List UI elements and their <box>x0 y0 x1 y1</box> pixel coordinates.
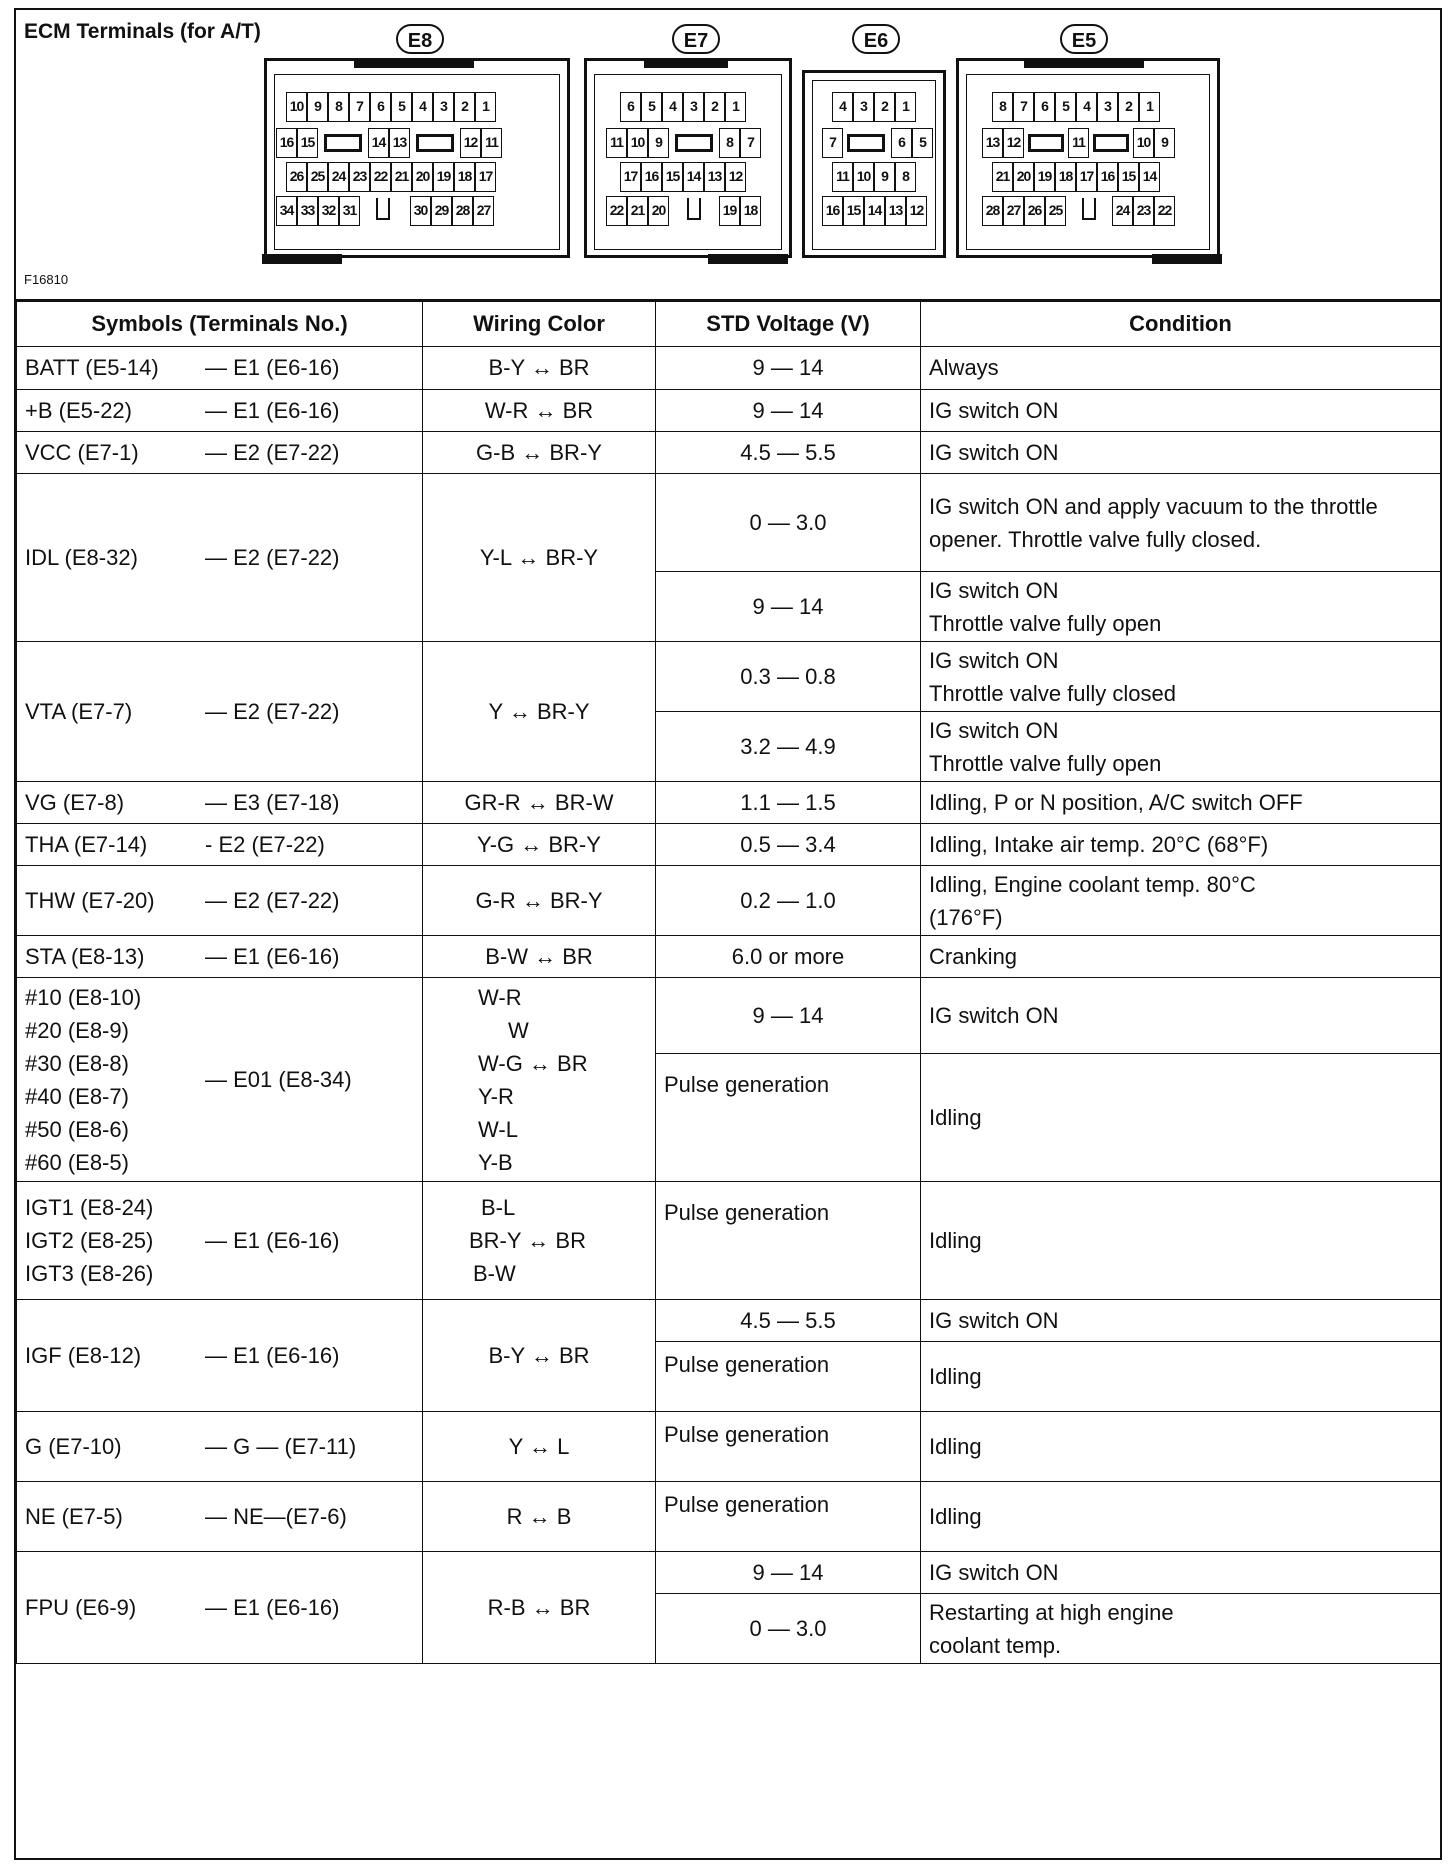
terminal-pin-e8-26: 26 <box>286 162 307 192</box>
terminal-pin-e8-3: 3 <box>433 92 454 122</box>
ground-terminal: — E01 (E8-34) <box>205 1067 352 1092</box>
table-row <box>17 824 1441 866</box>
terminal-pin-e8-8: 8 <box>328 92 349 122</box>
table-row <box>17 1300 1441 1342</box>
terminal-pin-e5-26: 26 <box>1024 196 1045 226</box>
terminal-symbol: VG (E7-8) <box>25 789 125 815</box>
terminal-symbol: NE (E7-5) <box>25 1503 123 1529</box>
condition-line: Throttle valve fully closed <box>929 680 1176 706</box>
table-row <box>17 1482 1441 1552</box>
injector-symbols <box>25 981 205 1179</box>
terminal-pin-e7-8: 8 <box>719 128 740 158</box>
terminal-pin-e8-33: 33 <box>297 196 318 226</box>
terminal-pin-e6-5: 5 <box>912 128 933 158</box>
terminal-pin-e8-10: 10 <box>286 92 307 122</box>
symbol-cell <box>17 782 423 824</box>
condition-line: Idling, Engine coolant temp. 80°C <box>929 871 1256 897</box>
wiring-cell: R ↔ B <box>423 1482 656 1552</box>
terminal-pin-e8-27: 27 <box>473 196 494 226</box>
symbol-cell <box>17 1300 423 1412</box>
terminal-pin-e8-1: 1 <box>475 92 496 122</box>
terminal-pin-e8-30: 30 <box>410 196 431 226</box>
terminal-pin-e6-8: 8 <box>895 162 916 192</box>
condition-cell: Always <box>921 347 1441 390</box>
connector-e5-tab <box>1024 58 1144 68</box>
voltage-cell: 0.2 — 1.0 <box>656 866 921 936</box>
terminal-pin-e5-13: 13 <box>982 128 1003 158</box>
condition-cell: IG switch ON <box>921 390 1441 432</box>
terminal-pin-e7-19: 19 <box>719 196 740 226</box>
condition-cell: Idling <box>921 1054 1441 1182</box>
terminal-pin-e6-1: 1 <box>895 92 916 122</box>
wiring-cell: Y-G ↔ BR-Y <box>423 824 656 866</box>
voltage-cell: 4.5 — 5.5 <box>656 432 921 474</box>
symbol-cell <box>17 1482 423 1552</box>
terminal-pin-e8-13: 13 <box>389 128 410 158</box>
table-row <box>17 390 1441 432</box>
terminal-pin-e6-12: 12 <box>906 196 927 226</box>
ground-terminal: — G — (E7-11) <box>205 1433 357 1459</box>
connector-label-e5: E5 <box>1060 24 1108 54</box>
connector-e8-latch <box>262 254 342 264</box>
voltage-cell: Pulse generation <box>656 1482 921 1552</box>
terminal-pin-e8-32: 32 <box>318 196 339 226</box>
terminal-pin-e8-2: 2 <box>454 92 475 122</box>
terminal-pin-e5-25: 25 <box>1045 196 1066 226</box>
wiring-cell: Y-L ↔ BR-Y <box>423 474 656 642</box>
terminal-symbol: IDL (E8-32) <box>25 544 138 570</box>
voltage-cell: 0 — 3.0 <box>656 1594 921 1664</box>
terminal-pin-e8-16: 16 <box>276 128 297 158</box>
terminal-pin-e8-34: 34 <box>276 196 297 226</box>
terminal-pin-e8-31: 31 <box>339 196 360 226</box>
table-row <box>17 936 1441 978</box>
terminal-pin-e8-12: 12 <box>460 128 481 158</box>
injector-symbol: #50 (E8-6) <box>25 1116 129 1142</box>
wire-color: W-R <box>478 984 522 1010</box>
terminal-pin-e7-3: 3 <box>683 92 704 122</box>
igniter-symbol: IGT1 (E8-24) <box>25 1195 154 1220</box>
connector-e5-key-slot <box>1093 134 1129 152</box>
voltage-cell: Pulse generation <box>656 1342 921 1412</box>
table-row <box>17 978 1441 1054</box>
connector-label-e7: E7 <box>672 24 720 54</box>
terminal-pin-e5-3: 3 <box>1097 92 1118 122</box>
wire-color: W-L <box>478 1116 518 1142</box>
voltage-cell: 9 — 14 <box>656 390 921 432</box>
terminal-pin-e8-11: 11 <box>481 128 502 158</box>
terminal-pin-e7-12: 12 <box>725 162 746 192</box>
terminal-pin-e5-16: 16 <box>1097 162 1118 192</box>
condition-cell: Idling <box>921 1342 1441 1412</box>
terminal-symbol: THA (E7-14) <box>25 831 148 857</box>
wire-color: B-L <box>481 1195 516 1220</box>
terminal-pin-e8-24: 24 <box>328 162 349 192</box>
condition-line: IG switch ON <box>929 717 1059 743</box>
voltage-cell: 1.1 — 1.5 <box>656 782 921 824</box>
voltage-cell: Pulse generation <box>656 1054 921 1182</box>
table-row <box>17 642 1441 712</box>
terminal-pin-e7-1: 1 <box>725 92 746 122</box>
voltage-cell: Pulse generation <box>656 1412 921 1482</box>
table-row <box>17 866 1441 936</box>
voltage-cell: 6.0 or more <box>656 936 921 978</box>
connector-e7-lock-slot <box>687 198 701 220</box>
condition-line: Throttle valve fully open <box>929 610 1162 636</box>
terminal-pin-e6-15: 15 <box>843 196 864 226</box>
terminal-pin-e5-22: 22 <box>1154 196 1175 226</box>
ground-terminal: — E1 (E6-16) <box>205 943 340 969</box>
terminal-symbol: VTA (E7-7) <box>25 698 133 724</box>
wiring-cell <box>423 1182 656 1300</box>
terminal-pin-e8-29: 29 <box>431 196 452 226</box>
symbol-cell <box>17 347 423 390</box>
table-header-row <box>17 302 1441 347</box>
symbol-cell <box>17 432 423 474</box>
terminal-pin-e7-10: 10 <box>627 128 648 158</box>
terminal-pin-e6-10: 10 <box>853 162 874 192</box>
terminal-pin-e8-21: 21 <box>391 162 412 192</box>
voltage-cell: 4.5 — 5.5 <box>656 1300 921 1342</box>
terminal-pin-e5-6: 6 <box>1034 92 1055 122</box>
connector-e7-key-slot <box>675 134 713 152</box>
symbol-cell <box>17 978 423 1182</box>
terminal-pin-e5-5: 5 <box>1055 92 1076 122</box>
connector-e8-key-slot <box>324 134 362 152</box>
ground-terminal: — E1 (E6-16) <box>205 1342 340 1368</box>
voltage-cell: 9 — 14 <box>656 1552 921 1594</box>
condition-cell: IG switch ON <box>921 978 1441 1054</box>
terminal-pin-e5-15: 15 <box>1118 162 1139 192</box>
terminal-pin-e5-2: 2 <box>1118 92 1139 122</box>
connector-e6-key-slot <box>847 134 885 152</box>
symbol-cell <box>17 390 423 432</box>
condition-cell: Idling <box>921 1482 1441 1552</box>
injector-symbol: #20 (E8-9) <box>25 1017 129 1043</box>
header-symbols: Symbols (Terminals No.) <box>17 302 423 347</box>
terminal-pin-e6-6: 6 <box>891 128 912 158</box>
page-frame <box>14 8 1442 1860</box>
wire-color: W <box>508 1017 529 1043</box>
table-row <box>17 1182 1441 1300</box>
condition-cell: IG switch ON and apply vacuum to the throttle opener. Throttle valve fully closed. <box>921 474 1441 572</box>
terminal-pin-e8-23: 23 <box>349 162 370 192</box>
wiring-cell: W-R ↔ BR <box>423 390 656 432</box>
table-row <box>17 1552 1441 1594</box>
terminal-pin-e8-17: 17 <box>475 162 496 192</box>
symbol-cell <box>17 474 423 642</box>
terminal-pin-e7-11: 11 <box>606 128 627 158</box>
terminal-pin-e7-17: 17 <box>620 162 641 192</box>
wire-color: B-W <box>473 1261 516 1286</box>
voltage-cell: 0.3 — 0.8 <box>656 642 921 712</box>
terminal-pin-e7-16: 16 <box>641 162 662 192</box>
injector-symbol: #10 (E8-10) <box>25 984 142 1010</box>
voltage-cell: Pulse generation <box>656 1182 921 1300</box>
terminal-pin-e5-10: 10 <box>1133 128 1154 158</box>
symbol-cell <box>17 824 423 866</box>
terminal-symbol: +B (E5-22) <box>25 397 132 423</box>
terminal-symbol: IGF (E8-12) <box>25 1342 142 1368</box>
condition-cell <box>921 866 1441 936</box>
voltage-cell: 9 — 14 <box>656 347 921 390</box>
terminal-symbol: G (E7-10) <box>25 1433 122 1459</box>
condition-line: IG switch ON <box>929 647 1059 673</box>
terminal-pin-e6-11: 11 <box>832 162 853 192</box>
terminal-pin-e6-7: 7 <box>822 128 843 158</box>
wire-color: W-G ↔ BR <box>478 1050 588 1076</box>
terminal-pin-e5-19: 19 <box>1034 162 1055 192</box>
terminal-pin-e5-11: 11 <box>1068 128 1089 158</box>
connector-e7-latch <box>708 254 788 264</box>
ground-terminal: — NE—(E7-6) <box>205 1503 347 1529</box>
igniter-symbol: IGT2 (E8-25) <box>25 1228 154 1253</box>
terminal-pin-e7-4: 4 <box>662 92 683 122</box>
terminal-pin-e7-13: 13 <box>704 162 725 192</box>
voltage-cell: 3.2 — 4.9 <box>656 712 921 782</box>
terminal-pin-e5-23: 23 <box>1133 196 1154 226</box>
terminal-pin-e5-18: 18 <box>1055 162 1076 192</box>
terminal-symbol: THW (E7-20) <box>25 887 155 913</box>
condition-cell: IG switch ON <box>921 1300 1441 1342</box>
table-row <box>17 782 1441 824</box>
connector-e8-key-slot <box>416 134 454 152</box>
terminal-pin-e7-22: 22 <box>606 196 627 226</box>
wiring-cell: G-R ↔ BR-Y <box>423 866 656 936</box>
wiring-cell: B-Y ↔ BR <box>423 1300 656 1412</box>
connector-e5-key-slot <box>1028 134 1064 152</box>
condition-line: Throttle valve fully open <box>929 750 1162 776</box>
condition-cell: IG switch ON <box>921 1552 1441 1594</box>
ground-terminal: — E1 (E6-16) <box>205 355 340 380</box>
terminal-pin-e7-15: 15 <box>662 162 683 192</box>
condition-line: Restarting at high engine <box>929 1599 1174 1625</box>
ground-terminal: — E1 (E6-16) <box>205 1228 340 1253</box>
terminal-pin-e8-19: 19 <box>433 162 454 192</box>
injector-symbol: #30 (E8-8) <box>25 1050 129 1076</box>
wiring-cell: B-W ↔ BR <box>423 936 656 978</box>
condition-cell <box>921 1594 1441 1664</box>
terminal-pin-e8-15: 15 <box>297 128 318 158</box>
terminal-symbol: FPU (E6-9) <box>25 1594 137 1620</box>
terminal-pin-e5-21: 21 <box>992 162 1013 192</box>
terminal-pin-e8-22: 22 <box>370 162 391 192</box>
terminal-symbol: BATT (E5-14) <box>25 355 159 380</box>
table-row <box>17 474 1441 572</box>
terminal-pin-e5-4: 4 <box>1076 92 1097 122</box>
table-row <box>17 1412 1441 1482</box>
terminal-pin-e5-7: 7 <box>1013 92 1034 122</box>
condition-cell: Cranking <box>921 936 1441 978</box>
igniter-symbols <box>25 1191 205 1290</box>
terminal-pin-e5-20: 20 <box>1013 162 1034 192</box>
terminal-pin-e7-5: 5 <box>641 92 662 122</box>
terminal-pin-e6-2: 2 <box>874 92 895 122</box>
terminal-pin-e6-4: 4 <box>832 92 853 122</box>
terminal-pin-e7-18: 18 <box>740 196 761 226</box>
terminal-pin-e7-14: 14 <box>683 162 704 192</box>
connector-e5-lock-slot <box>1082 198 1096 220</box>
symbol-cell <box>17 866 423 936</box>
terminal-pin-e5-27: 27 <box>1003 196 1024 226</box>
condition-line: (176°F) <box>929 904 1003 930</box>
condition-line: IG switch ON <box>929 577 1059 603</box>
page-title: ECM Terminals (for A/T) <box>24 20 261 43</box>
terminal-pin-e5-14: 14 <box>1139 162 1160 192</box>
injector-symbol: #60 (E8-5) <box>25 1149 129 1175</box>
wiring-cell: GR-R ↔ BR-W <box>423 782 656 824</box>
terminal-symbol: VCC (E7-1) <box>25 439 139 465</box>
wire-color: Y-B <box>478 1149 513 1175</box>
header-wiring: Wiring Color <box>423 302 656 347</box>
condition-cell: Idling <box>921 1412 1441 1482</box>
voltage-cell: 0 — 3.0 <box>656 474 921 572</box>
terminal-pin-e8-18: 18 <box>454 162 475 192</box>
terminal-pin-e5-8: 8 <box>992 92 1013 122</box>
condition-cell: Idling <box>921 1182 1441 1300</box>
terminal-pin-e5-28: 28 <box>982 196 1003 226</box>
terminal-pin-e6-13: 13 <box>885 196 906 226</box>
symbol-cell <box>17 642 423 782</box>
condition-line: coolant temp. <box>929 1632 1062 1658</box>
connector-e8-tab <box>354 58 474 68</box>
terminal-pin-e5-17: 17 <box>1076 162 1097 192</box>
table-row <box>17 347 1441 390</box>
ground-terminal: — E2 (E7-22) <box>205 698 340 724</box>
connector-e8-lock-slot <box>376 198 390 220</box>
ground-terminal: — E3 (E7-18) <box>205 789 340 815</box>
terminal-pin-e8-7: 7 <box>349 92 370 122</box>
wire-color: BR-Y ↔ BR <box>469 1228 586 1253</box>
condition-cell: IG switch ON <box>921 432 1441 474</box>
terminal-pin-e8-25: 25 <box>307 162 328 192</box>
symbol-cell <box>17 1552 423 1664</box>
wiring-cell: R-B ↔ BR <box>423 1552 656 1664</box>
terminal-pin-e5-12: 12 <box>1003 128 1024 158</box>
terminal-symbol: STA (E8-13) <box>25 943 145 969</box>
terminal-pin-e7-6: 6 <box>620 92 641 122</box>
ground-terminal: — E2 (E7-22) <box>205 887 340 913</box>
symbol-cell <box>17 936 423 978</box>
voltage-cell: 9 — 14 <box>656 978 921 1054</box>
terminal-pin-e8-9: 9 <box>307 92 328 122</box>
terminal-pin-e8-6: 6 <box>370 92 391 122</box>
terminal-pin-e8-14: 14 <box>368 128 389 158</box>
terminal-pin-e5-1: 1 <box>1139 92 1160 122</box>
terminal-pin-e5-9: 9 <box>1154 128 1175 158</box>
condition-cell <box>921 572 1441 642</box>
ground-terminal: — E2 (E7-22) <box>205 439 340 465</box>
wiring-cell: Y ↔ BR-Y <box>423 642 656 782</box>
condition-cell <box>921 642 1441 712</box>
figure-code: F16810 <box>24 272 69 287</box>
wiring-cell: B-Y ↔ BR <box>423 347 656 390</box>
connector-label-e8: E8 <box>396 24 444 54</box>
wiring-cell: Y ↔ L <box>423 1412 656 1482</box>
header-voltage: STD Voltage (V) <box>656 302 921 347</box>
terminal-pin-e7-2: 2 <box>704 92 725 122</box>
terminal-pin-e8-4: 4 <box>412 92 433 122</box>
terminal-pin-e7-21: 21 <box>627 196 648 226</box>
voltage-cell: 0.5 — 3.4 <box>656 824 921 866</box>
connector-e5-latch <box>1152 254 1222 264</box>
ground-terminal: — E2 (E7-22) <box>205 544 340 570</box>
connector-e7-tab <box>644 58 728 68</box>
terminal-pin-e8-5: 5 <box>391 92 412 122</box>
condition-cell: Idling, P or N position, A/C switch OFF <box>921 782 1441 824</box>
condition-cell <box>921 712 1441 782</box>
terminal-pin-e7-9: 9 <box>648 128 669 158</box>
terminal-table <box>16 301 1441 1664</box>
terminal-pin-e6-3: 3 <box>853 92 874 122</box>
connector-header <box>16 10 1440 301</box>
table-row <box>17 432 1441 474</box>
connector-label-e6: E6 <box>852 24 900 54</box>
terminal-pin-e8-20: 20 <box>412 162 433 192</box>
wiring-cell: G-B ↔ BR-Y <box>423 432 656 474</box>
wire-color: Y-R <box>478 1083 514 1109</box>
ground-terminal: — E1 (E6-16) <box>205 1594 340 1620</box>
terminal-pin-e6-9: 9 <box>874 162 895 192</box>
terminal-pin-e7-20: 20 <box>648 196 669 226</box>
terminal-pin-e6-16: 16 <box>822 196 843 226</box>
ground-terminal: - E2 (E7-22) <box>205 831 325 857</box>
terminal-pin-e6-14: 14 <box>864 196 885 226</box>
igniter-symbol: IGT3 (E8-26) <box>25 1261 154 1286</box>
terminal-pin-e5-24: 24 <box>1112 196 1133 226</box>
wiring-cell <box>423 978 656 1182</box>
voltage-cell: 9 — 14 <box>656 572 921 642</box>
condition-cell: Idling, Intake air temp. 20°C (68°F) <box>921 824 1441 866</box>
ground-terminal: — E1 (E6-16) <box>205 397 340 423</box>
injector-symbol: #40 (E8-7) <box>25 1083 129 1109</box>
symbol-cell <box>17 1412 423 1482</box>
terminal-pin-e8-28: 28 <box>452 196 473 226</box>
terminal-pin-e7-7: 7 <box>740 128 761 158</box>
symbol-cell <box>17 1182 423 1300</box>
header-condition: Condition <box>921 302 1441 347</box>
